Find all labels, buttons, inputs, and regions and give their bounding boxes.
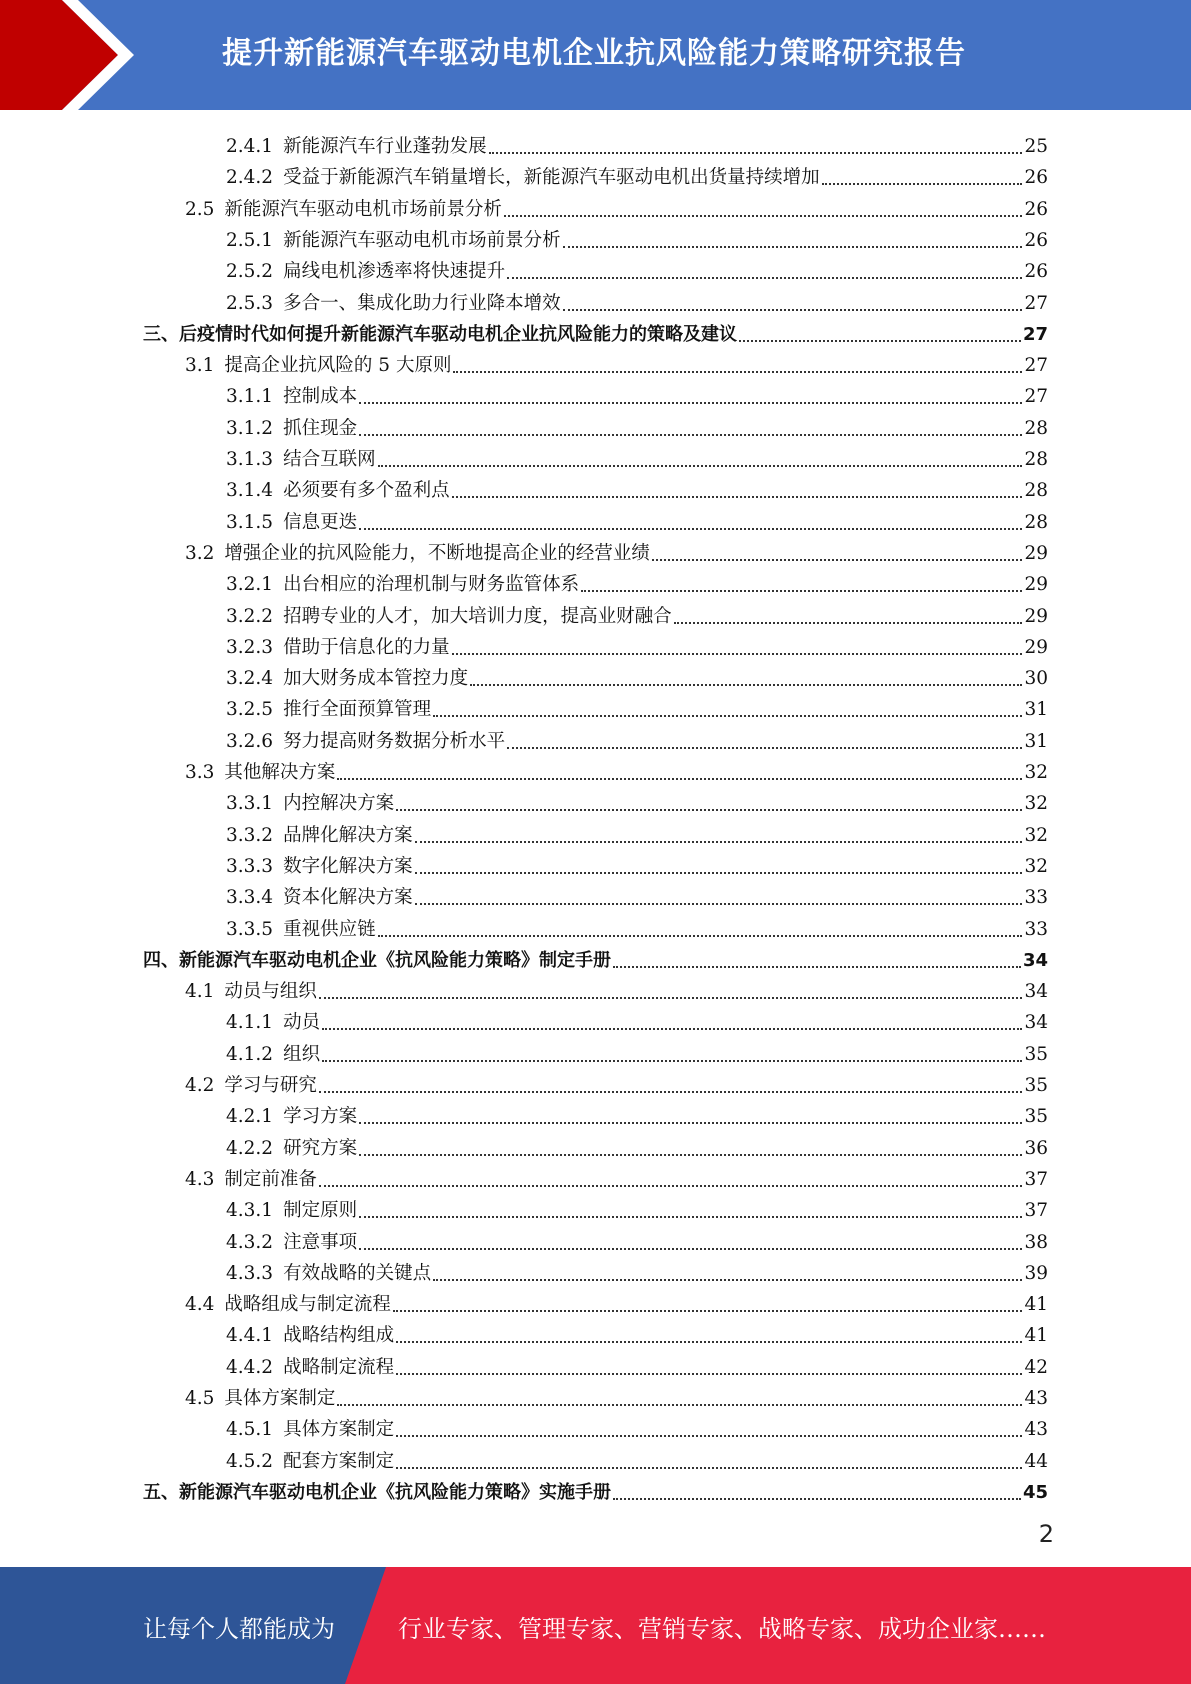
toc-entry-number: 3.3.4 — [226, 887, 274, 909]
toc-entry-page: 29 — [1024, 574, 1048, 596]
toc-dot-leader — [452, 496, 1023, 498]
toc-dot-leader — [489, 152, 1023, 154]
toc-entry-page: 36 — [1024, 1137, 1048, 1159]
toc-entry[interactable] — [143, 942, 1048, 973]
toc-entry-page: 37 — [1024, 1200, 1048, 1222]
toc-entry-page: 34 — [1024, 981, 1048, 1003]
toc-entry-title: 控制成本 — [283, 386, 358, 408]
toc-entry-page: 28 — [1024, 449, 1048, 470]
toc-entry-page: 32 — [1024, 793, 1048, 815]
toc-entry[interactable] — [185, 1380, 1048, 1411]
toc-entry-title: 信息更迭 — [283, 511, 358, 533]
toc-entry-title: 出台相应的治理机制与财务监管体系 — [283, 574, 580, 596]
toc-entry-number: 2.5.2 — [226, 261, 274, 283]
toc-entry-page: 30 — [1024, 668, 1048, 690]
toc-entry-number: 4.1.1 — [226, 1012, 274, 1034]
toc-entry[interactable] — [226, 504, 1048, 535]
toc-entry-number: 3.1.4 — [226, 480, 274, 502]
toc-entry[interactable] — [226, 441, 1048, 472]
toc-entry-number: 3.1.1 — [226, 386, 274, 408]
toc-dot-leader — [563, 309, 1023, 311]
toc-entry[interactable] — [226, 1130, 1048, 1161]
toc-entry-page: 28 — [1024, 417, 1048, 439]
toc-dot-leader — [319, 1185, 1023, 1187]
toc-entry-page: 29 — [1024, 605, 1048, 627]
toc-entry-page: 29 — [1024, 542, 1048, 564]
toc-entry[interactable] — [226, 911, 1048, 942]
toc-entry-page: 32 — [1024, 762, 1048, 783]
toc-entry[interactable] — [226, 285, 1048, 316]
toc-entry-page: 25 — [1024, 136, 1048, 157]
page-footer — [0, 1567, 1191, 1684]
toc-entry-title: 组织 — [283, 1043, 321, 1065]
toc-entry[interactable] — [226, 1192, 1048, 1223]
toc-entry-page: 35 — [1024, 1106, 1048, 1128]
toc-entry[interactable] — [226, 879, 1048, 910]
toc-entry-number: 3.1 — [185, 355, 215, 377]
toc-entry[interactable] — [226, 817, 1048, 848]
toc-entry[interactable] — [226, 848, 1048, 879]
toc-entry-title: 抓住现金 — [283, 417, 358, 439]
toc-entry-page: 26 — [1024, 167, 1048, 189]
toc-entry-title: 数字化解决方案 — [283, 855, 413, 877]
toc-entry-title: 其他解决方案 — [224, 762, 336, 783]
toc-entry[interactable] — [185, 973, 1048, 1004]
toc-entry-page: 27 — [1024, 355, 1048, 377]
toc-entry-title: 新能源汽车驱动电机企业《抗风险能力策略》制定手册 — [179, 949, 611, 971]
toc-entry[interactable] — [185, 1067, 1048, 1098]
toc-entry-page: 27 — [1024, 386, 1048, 408]
page-number: 2 — [1038, 1520, 1054, 1548]
toc-entry-number: 4.3.3 — [226, 1262, 274, 1284]
toc-entry-number: 4.2.2 — [226, 1137, 274, 1159]
toc-entry-number: 2.4.1 — [226, 136, 274, 157]
toc-entry-title: 制定原则 — [283, 1200, 358, 1222]
toc-entry[interactable] — [226, 253, 1048, 284]
toc-entry-title: 借助于信息化的力量 — [283, 636, 450, 658]
toc-entry-number: 3.2.3 — [226, 636, 274, 658]
toc-entry[interactable] — [185, 1161, 1048, 1192]
toc-dot-leader — [415, 841, 1023, 843]
toc-entry-number: 4.1.2 — [226, 1043, 274, 1065]
toc-dot-leader — [396, 1435, 1022, 1437]
toc-entry-number: 2.5 — [185, 198, 215, 220]
toc-entry-page: 39 — [1024, 1262, 1048, 1284]
toc-dot-leader — [359, 1122, 1022, 1124]
toc-dot-leader — [359, 1216, 1022, 1218]
toc-dot-leader — [613, 1498, 1021, 1500]
toc-entry[interactable] — [143, 316, 1048, 347]
toc-entry[interactable] — [226, 1411, 1048, 1442]
toc-entry-page: 28 — [1024, 511, 1048, 533]
toc-dot-leader — [470, 684, 1022, 686]
toc-dot-leader — [507, 277, 1022, 279]
toc-entry-number: 3.3.1 — [226, 793, 274, 815]
toc-dot-leader — [822, 183, 1023, 185]
toc-entry[interactable] — [226, 566, 1048, 597]
toc-entry-number: 4.2 — [185, 1075, 215, 1096]
toc-entry-number: 五、 — [143, 1481, 179, 1503]
toc-dot-leader — [415, 903, 1023, 905]
toc-entry-page: 32 — [1024, 855, 1048, 877]
toc-entry-number: 3.1.2 — [226, 417, 274, 439]
toc-entry-number: 3.2.4 — [226, 668, 274, 690]
toc-entry-title: 新能源汽车驱动电机市场前景分析 — [224, 198, 502, 220]
toc-entry-title: 努力提高财务数据分析水平 — [283, 730, 506, 752]
toc-entry-title: 学习与研究 — [224, 1075, 317, 1096]
toc-entry-number: 3.3.5 — [226, 918, 274, 940]
toc-entry[interactable] — [226, 1004, 1048, 1035]
toc-entry-number: 三、 — [143, 323, 179, 345]
toc-entry[interactable] — [185, 1286, 1048, 1317]
toc-entry[interactable] — [185, 347, 1048, 378]
footer-slogan-left: 让每个人都能成为 — [143, 1615, 335, 1643]
toc-entry[interactable] — [226, 785, 1048, 816]
toc-entry-page: 33 — [1024, 918, 1048, 940]
toc-dot-leader — [433, 715, 1022, 717]
toc-entry-number: 3.3.3 — [226, 855, 274, 877]
toc-entry-title: 推行全面预算管理 — [283, 699, 432, 721]
toc-dot-leader — [378, 935, 1023, 937]
page-header — [0, 0, 1191, 110]
toc-entry[interactable] — [226, 660, 1048, 691]
toc-entry-number: 3.1.3 — [226, 449, 274, 470]
toc-entry-number: 4.5.2 — [226, 1450, 274, 1472]
toc-entry[interactable] — [226, 629, 1048, 660]
toc-entry-number: 4.4.2 — [226, 1356, 274, 1378]
toc-entry-title: 结合互联网 — [283, 449, 376, 470]
toc-dot-leader — [504, 215, 1023, 217]
toc-entry-number: 4.3 — [185, 1168, 215, 1190]
toc-entry-number: 4.5.1 — [226, 1419, 274, 1441]
toc-entry-title: 新能源汽车行业蓬勃发展 — [283, 136, 487, 157]
toc-dot-leader — [319, 997, 1023, 999]
toc-dot-leader — [396, 1373, 1022, 1375]
toc-entry-title: 受益于新能源汽车销量增长，新能源汽车驱动电机出货量持续增加 — [283, 167, 820, 189]
toc-entry-title: 配套方案制定 — [283, 1450, 395, 1472]
toc-entry-number: 4.2.1 — [226, 1106, 274, 1128]
toc-dot-leader — [674, 622, 1023, 624]
toc-entry-page: 28 — [1024, 480, 1048, 502]
toc-entry-page: 34 — [1022, 949, 1048, 971]
toc-entry[interactable] — [226, 598, 1048, 629]
toc-entry-title: 战略结构组成 — [283, 1325, 395, 1347]
toc-entry-page: 34 — [1024, 1012, 1048, 1034]
toc-entry[interactable] — [226, 1255, 1048, 1286]
toc-entry-number: 3.2.1 — [226, 574, 274, 596]
toc-entry-page: 41 — [1024, 1294, 1048, 1316]
toc-entry-title: 具体方案制定 — [283, 1419, 395, 1441]
toc-entry-page: 38 — [1024, 1231, 1048, 1253]
toc-entry-title: 战略制定流程 — [283, 1356, 395, 1378]
toc-entry-page: 42 — [1024, 1356, 1048, 1378]
toc-entry-number: 2.5.3 — [226, 292, 274, 314]
toc-entry[interactable] — [226, 1443, 1048, 1474]
toc-entry-number: 3.3 — [185, 762, 215, 783]
toc-entry-number: 3.2.5 — [226, 699, 274, 721]
toc-entry-page: 33 — [1024, 887, 1048, 909]
toc-entry[interactable] — [143, 1474, 1048, 1505]
toc-entry-number: 4.4 — [185, 1294, 215, 1316]
toc-entry-page: 27 — [1022, 323, 1048, 345]
header-arrow-decoration — [0, 0, 160, 110]
toc-entry-page: 32 — [1024, 824, 1048, 846]
toc-dot-leader — [396, 1467, 1022, 1469]
toc-dot-leader — [415, 872, 1023, 874]
toc-entry-page: 29 — [1024, 636, 1048, 658]
toc-entry-number: 3.1.5 — [226, 511, 274, 533]
toc-entry-title: 注意事项 — [283, 1231, 358, 1253]
toc-entry-title: 内控解决方案 — [283, 793, 395, 815]
toc-dot-leader — [337, 778, 1022, 780]
toc-dot-leader — [396, 809, 1022, 811]
toc-entry-title: 战略组成与制定流程 — [224, 1294, 391, 1316]
toc-entry-title: 制定前准备 — [224, 1168, 317, 1190]
toc-entry[interactable] — [226, 1036, 1048, 1067]
toc-dot-leader — [652, 559, 1023, 561]
toc-entry-title: 学习方案 — [283, 1106, 358, 1128]
toc-dot-leader — [359, 1248, 1022, 1250]
toc-entry-page: 35 — [1024, 1075, 1048, 1096]
toc-entry-page: 26 — [1024, 198, 1048, 220]
toc-dot-leader — [378, 465, 1023, 467]
toc-entry-title: 新能源汽车驱动电机市场前景分析 — [283, 229, 561, 251]
toc-entry-number: 3.3.2 — [226, 824, 274, 846]
toc-entry-title: 具体方案制定 — [224, 1388, 336, 1409]
toc-entry-number: 2.5.1 — [226, 229, 274, 251]
toc-dot-leader — [739, 340, 1021, 342]
toc-entry-title: 招聘专业的人才，加大培训力度，提高业财融合 — [283, 605, 672, 627]
toc-entry[interactable] — [226, 1349, 1048, 1380]
toc-entry-title: 后疫情时代如何提升新能源汽车驱动电机企业抗风险能力的策略及建议 — [179, 323, 737, 345]
toc-entry[interactable] — [226, 723, 1048, 754]
toc-entry-number: 2.4.2 — [226, 167, 274, 189]
toc-dot-leader — [453, 371, 1022, 373]
footer-slogan-right: 行业专家、管理专家、营销专家、战略专家、成功企业家…… — [398, 1615, 1046, 1643]
toc-dot-leader — [581, 590, 1022, 592]
toc-entry[interactable] — [226, 472, 1048, 503]
toc-entry[interactable] — [226, 128, 1048, 159]
toc-dot-leader — [359, 1154, 1022, 1156]
toc-entry-title: 品牌化解决方案 — [283, 824, 413, 846]
toc-dot-leader — [433, 1279, 1022, 1281]
toc-entry-number: 3.2.2 — [226, 605, 274, 627]
report-title: 提升新能源汽车驱动电机企业抗风险能力策略研究报告 — [222, 36, 966, 71]
toc-entry-page: 26 — [1024, 229, 1048, 251]
toc-entry-page: 26 — [1024, 261, 1048, 283]
toc-entry-number: 4.4.1 — [226, 1325, 274, 1347]
toc-entry[interactable] — [226, 1317, 1048, 1348]
toc-entry-title: 动员 — [283, 1012, 321, 1034]
toc-entry-title: 新能源汽车驱动电机企业《抗风险能力策略》实施手册 — [179, 1481, 611, 1503]
toc-entry[interactable] — [185, 191, 1048, 222]
toc-entry-title: 研究方案 — [283, 1137, 358, 1159]
toc-entry-title: 扁线电机渗透率将快速提升 — [283, 261, 506, 283]
toc-dot-leader — [359, 434, 1022, 436]
toc-entry[interactable] — [185, 535, 1048, 566]
toc-entry[interactable] — [185, 754, 1048, 785]
toc-entry[interactable] — [226, 691, 1048, 722]
toc-dot-leader — [563, 246, 1023, 248]
toc-entry-page: 43 — [1024, 1419, 1048, 1441]
toc-dot-leader — [322, 1028, 1022, 1030]
toc-entry-title: 多合一、集成化助力行业降本增效 — [283, 292, 561, 314]
toc-dot-leader — [319, 1091, 1023, 1093]
toc-entry-title: 重视供应链 — [283, 918, 376, 940]
toc-entry-title: 动员与组织 — [224, 981, 317, 1003]
toc-dot-leader — [359, 402, 1022, 404]
toc-entry-number: 4.1 — [185, 981, 215, 1003]
toc-dot-leader — [452, 653, 1023, 655]
toc-entry-page: 43 — [1024, 1388, 1048, 1409]
toc-entry[interactable] — [226, 410, 1048, 441]
toc-entry-page: 41 — [1024, 1325, 1048, 1347]
toc-dot-leader — [507, 747, 1022, 749]
toc-entry-page: 35 — [1024, 1043, 1048, 1065]
toc-entry-page: 31 — [1024, 730, 1048, 752]
toc-entry-number: 4.3.1 — [226, 1200, 274, 1222]
toc-dot-leader — [359, 528, 1022, 530]
toc-dot-leader — [337, 1404, 1022, 1406]
toc-dot-leader — [396, 1341, 1022, 1343]
toc-entry-title: 有效战略的关键点 — [283, 1262, 432, 1284]
toc-entry-number: 3.2 — [185, 542, 215, 564]
toc-entry-page: 45 — [1022, 1481, 1048, 1503]
toc-entry-page: 37 — [1024, 1168, 1048, 1190]
toc-entry-number: 4.3.2 — [226, 1231, 274, 1253]
toc-entry-title: 资本化解决方案 — [283, 887, 413, 909]
toc-entry-title: 加大财务成本管控力度 — [283, 668, 469, 690]
toc-entry-title: 增强企业的抗风险能力，不断地提高企业的经营业绩 — [224, 542, 650, 564]
toc-entry-number: 3.2.6 — [226, 730, 274, 752]
toc-entry-title: 提高企业抗风险的 5 大原则 — [224, 355, 452, 377]
toc-entry-number: 4.5 — [185, 1388, 215, 1409]
toc-entry[interactable] — [226, 1098, 1048, 1129]
toc-dot-leader — [393, 1310, 1023, 1312]
toc-entry[interactable] — [226, 222, 1048, 253]
toc-entry-title: 必须要有多个盈利点 — [283, 480, 450, 502]
toc-entry-number: 四、 — [143, 949, 179, 971]
toc-dot-leader — [322, 1060, 1022, 1062]
toc-entry-page: 27 — [1024, 292, 1048, 314]
toc-entry[interactable] — [226, 159, 1048, 190]
toc-entry[interactable] — [226, 378, 1048, 409]
toc-entry-page: 31 — [1024, 699, 1048, 721]
toc-entry[interactable] — [226, 1224, 1048, 1255]
toc-dot-leader — [613, 966, 1021, 968]
toc-entry-page: 44 — [1024, 1450, 1048, 1472]
